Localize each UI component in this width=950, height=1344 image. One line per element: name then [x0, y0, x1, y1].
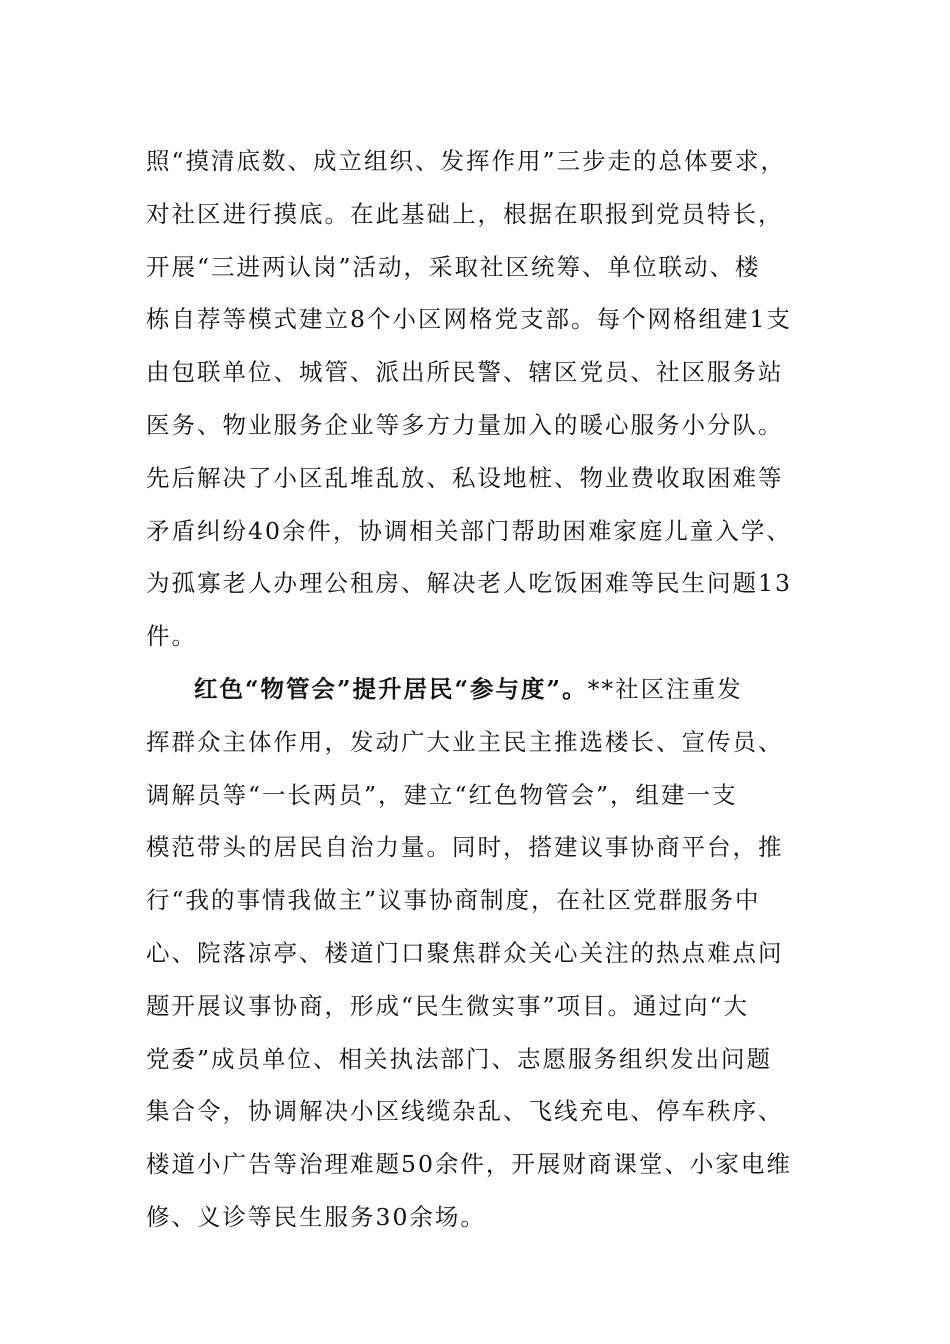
text-line: 调解员等“一长两员”，建立“红色物管会”，组建一支	[146, 780, 738, 809]
text-line: 修、义诊等民生服务30余场。	[146, 1202, 486, 1231]
text-line: 党委”成员单位、相关执法部门、志愿服务组织发出问题	[146, 1044, 773, 1073]
text-run: **社区注重发	[587, 675, 743, 703]
text-line: 楼道小广告等治理难题50余件，开展财商课堂、小家电维	[146, 1150, 792, 1179]
text-line: 挥群众主体作用，发动广大业主民主推选楼长、宣传员、	[146, 727, 784, 756]
text-line: 集合令，协调解决小区线缆杂乱、飞线充电、停车秩序、	[146, 1097, 784, 1126]
text-line: 由包联单位、城管、派出所民警、辖区党员、社区服务站	[146, 358, 784, 387]
text-line: 栋自荐等模式建立8个小区网格党支部。每个网格组建1支	[146, 305, 792, 334]
text-line: 心、院落凉亭、楼道门口聚焦群众关心关注的热点难点问	[146, 938, 784, 967]
paragraph-grid-party-branch	[146, 135, 814, 663]
text-line: 矛盾纠纷40余件，协调相关部门帮助困难家庭儿童入学、	[146, 516, 792, 545]
text-line: 件。	[146, 622, 197, 651]
text-line: 开展“三进两认岗”活动，采取社区统筹、单位联动、楼	[146, 252, 761, 281]
paragraph-first-line	[146, 663, 814, 716]
paragraph-red-property-committee	[146, 663, 814, 1244]
text-line: 为孤寡老人办理公租房、解决老人吃饭困难等民生问题13	[146, 569, 792, 598]
text-line: 先后解决了小区乱堆乱放、私设地桩、物业费收取困难等	[146, 463, 784, 492]
text-line: 行“我的事情我做主”议事协商制度，在社区党群服务中	[146, 886, 761, 915]
text-line: 医务、物业服务企业等多方力量加入的暖心服务小分队。	[146, 410, 784, 439]
text-line: 题开展议事协商，形成“民生微实事”项目。通过向“大	[146, 991, 750, 1020]
text-line: 照“摸清底数、成立组织、发挥作用”三步走的总体要求，	[146, 147, 787, 175]
text-line: 对社区进行摸底。在此基础上，根据在职报到党员特长，	[146, 199, 784, 228]
section-heading: 红色“物管会”提升居民“参与度”。	[194, 675, 588, 703]
text-line: 模范带头的居民自治力量。同时，搭建议事协商平台，推	[146, 833, 784, 862]
